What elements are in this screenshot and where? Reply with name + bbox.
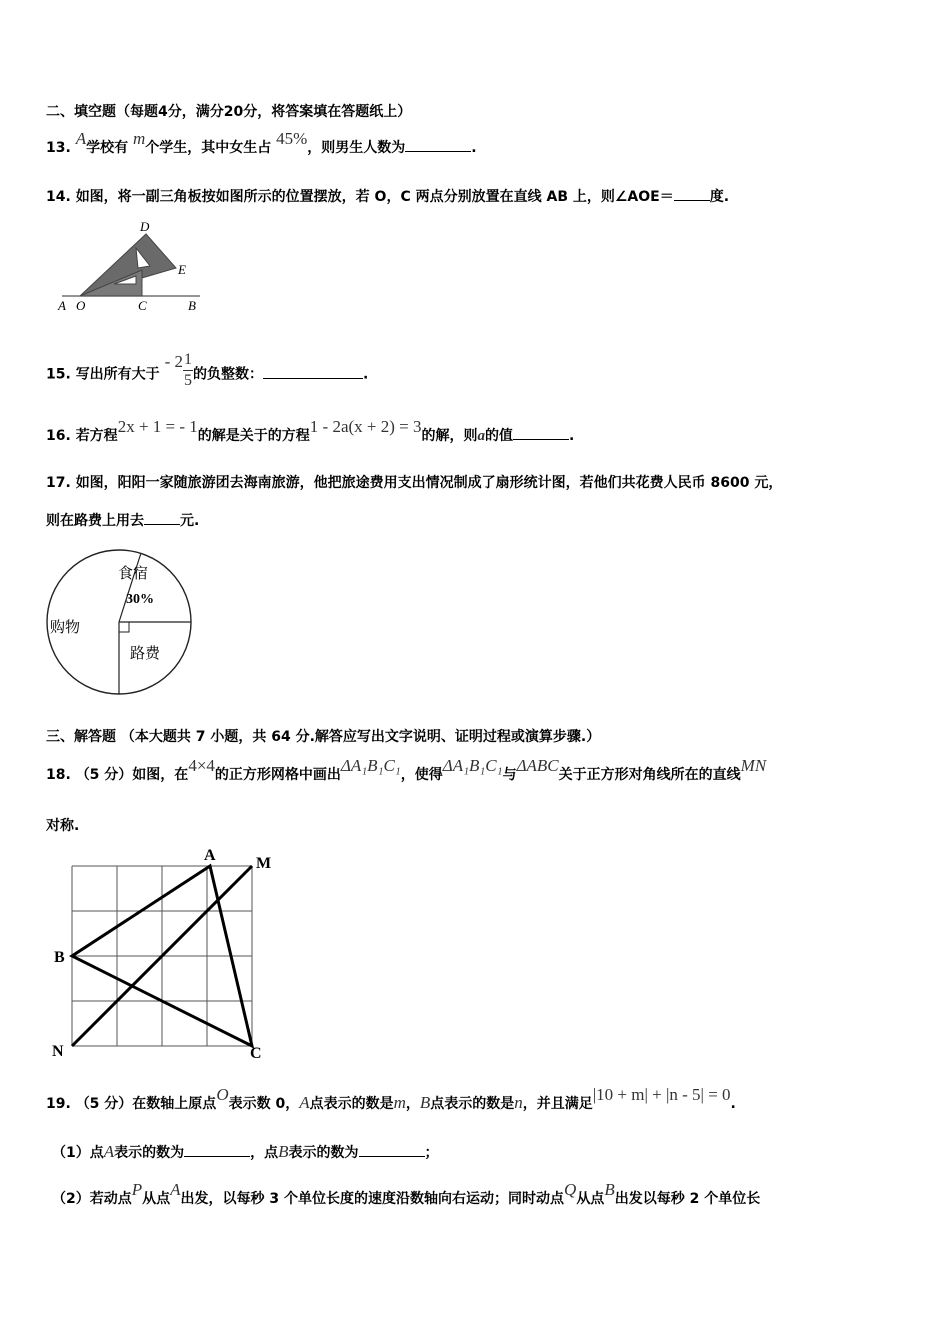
q19-part2-text3: 出发，以每秒 3 个单位长度的速度沿数轴向右运动；同时动点 xyxy=(180,1191,565,1207)
q13-end: . xyxy=(471,140,477,156)
q19-part2-var-p: P xyxy=(131,1180,143,1199)
label-c: C xyxy=(138,298,147,313)
label-b: B xyxy=(54,949,65,966)
q19-part1-text4: 表示的数为 xyxy=(288,1145,359,1161)
pie-label-food: 食宿 xyxy=(118,566,149,582)
q13-text3: ，则男生人数为 xyxy=(307,140,406,156)
section3-heading: 三、解答题 （本大题共 7 小题，共 64 分.解答应写出文字说明、证明过程或演算步骤.） xyxy=(46,729,601,745)
q19-text2: 表示数 0， xyxy=(228,1096,300,1112)
q19-var-n: n xyxy=(514,1093,523,1112)
q18-triangle2: ΔA₁B₁C₁ xyxy=(442,756,503,775)
label-n: N xyxy=(52,1043,64,1060)
q17-pie-chart xyxy=(44,548,196,698)
pie-divider-food xyxy=(119,553,141,622)
q18-text1: （5 分）如图，在 xyxy=(75,767,189,783)
q19-part2-var-a: A xyxy=(170,1180,181,1199)
q19-part1-end: ； xyxy=(424,1145,439,1161)
q17-number: 17. xyxy=(46,475,71,491)
label-d: D xyxy=(140,219,150,234)
q15-fraction xyxy=(183,350,193,391)
q15-whole: - 2 xyxy=(164,351,183,371)
q19-part1-text2: 表示的数为 xyxy=(114,1145,185,1161)
q19-text3: 点表示的数是 xyxy=(309,1096,394,1112)
q14-text: 如图，将一副三角板按如图所示的位置摆放，若 O，C 两点分别放置在直线 AB 上，则∠AOE＝ xyxy=(75,189,674,205)
question-19 xyxy=(46,1085,736,1113)
q19-text1: （5 分）在数轴上原点 xyxy=(75,1096,217,1112)
section2-heading: 二、填空题（每题4分，满分20分，将答案填在答题纸上） xyxy=(46,104,412,120)
question-19-part2 xyxy=(52,1180,761,1208)
q19-part2-text5: 出发以每秒 2 个单位长 xyxy=(614,1191,761,1207)
q19-part2-var-q: Q xyxy=(564,1180,577,1199)
q16-text3: 的解，则 xyxy=(421,428,478,444)
q16-number: 16. xyxy=(46,428,71,444)
q14-number: 14. xyxy=(46,189,71,205)
q15-number: 15. xyxy=(46,366,71,383)
q13-text1: 学校有 xyxy=(86,140,129,156)
q13-number: 13. xyxy=(46,140,71,156)
q19-text5: 点表示的数是 xyxy=(430,1096,515,1112)
question-18 xyxy=(46,756,767,784)
q19-part2-text1: （2）若动点 xyxy=(52,1191,132,1207)
q13-text2: 个学生，其中女生占 xyxy=(145,140,272,156)
label-a: A xyxy=(58,298,66,313)
label-c: C xyxy=(250,1045,262,1062)
q19-part1-var-a: A xyxy=(103,1142,115,1161)
q18-grid-figure xyxy=(50,846,280,1062)
q15-answer-blank[interactable] xyxy=(263,366,363,379)
q19-part1-var-b: B xyxy=(278,1142,289,1161)
q14-triangle-figure xyxy=(54,218,214,316)
pie-label-travel: 路费 xyxy=(130,646,161,662)
q16-text4: 的值 xyxy=(485,428,513,444)
q18-text4: 与 xyxy=(502,767,517,783)
label-b: B xyxy=(188,298,196,313)
q19-blank-b[interactable] xyxy=(359,1144,425,1157)
q13-var-a: A xyxy=(75,129,87,148)
q19-part1-text3: ，点 xyxy=(250,1145,279,1161)
q15-denominator: 5 xyxy=(183,372,192,389)
question-17-line1 xyxy=(46,474,782,492)
q17-text1: 如图，阳阳一家随旅游团去海南旅游，他把旅途费用支出情况制成了扇形统计图，若他们共花费人民币 8600 元， xyxy=(75,475,783,491)
q19-part2-text4: 从点 xyxy=(576,1191,605,1207)
q15-text: 写出所有大于 xyxy=(75,366,160,383)
q19-text4: ， xyxy=(405,1096,420,1112)
q18-grid-size: 4×4 xyxy=(188,756,215,775)
q18-triangle-abc: ΔABC xyxy=(516,756,559,775)
q17-answer-blank[interactable] xyxy=(144,512,180,525)
q16-answer-blank[interactable] xyxy=(513,427,569,440)
question-17-line2 xyxy=(46,512,199,530)
q19-blank-a[interactable] xyxy=(184,1144,250,1157)
question-13 xyxy=(46,129,477,157)
q17-end: 元. xyxy=(180,513,200,529)
q19-number: 19. xyxy=(46,1096,71,1112)
q19-equation: |10 + m| + |n - 5| = 0 xyxy=(592,1085,731,1104)
q16-equation1: 2x + 1 = - 1 xyxy=(117,417,198,436)
q16-text1: 若方程 xyxy=(75,428,118,444)
q15-text2: 的负整数： xyxy=(192,366,263,383)
label-m: M xyxy=(256,855,272,872)
q16-var-a: a xyxy=(477,428,485,444)
q18-triangle1: ΔA₁B₁C₁ xyxy=(340,756,401,775)
label-a: A xyxy=(204,847,216,864)
q19-var-b: B xyxy=(419,1093,431,1112)
question-16 xyxy=(46,417,575,445)
q19-var-o: O xyxy=(216,1085,229,1104)
q18-line-mn: MN xyxy=(740,756,767,775)
q17-text2: 则在路费上用去 xyxy=(46,513,144,529)
q16-text2: 的解是关于的方程 xyxy=(197,428,310,444)
right-angle-mark xyxy=(119,622,129,632)
question-19-part1 xyxy=(52,1143,439,1162)
q13-answer-blank[interactable] xyxy=(405,139,471,152)
q14-answer-blank[interactable] xyxy=(674,188,710,201)
question-18-line2: 对称. xyxy=(46,818,80,834)
label-e: E xyxy=(178,262,186,277)
q15-end: . xyxy=(362,366,369,383)
pie-label-food-pct: 30% xyxy=(126,592,154,607)
q16-end: . xyxy=(569,428,575,444)
label-o: O xyxy=(76,298,86,313)
q19-end: . xyxy=(730,1096,736,1112)
q19-part2-text2: 从点 xyxy=(142,1191,171,1207)
q13-percent: 45% xyxy=(276,129,308,148)
q19-part1-text1: （1）点 xyxy=(52,1145,104,1161)
question-14 xyxy=(46,188,729,206)
q18-number: 18. xyxy=(46,767,71,783)
q14-end: 度. xyxy=(709,189,730,205)
q16-equation2: 1 - 2a(x + 2) = 3 xyxy=(309,417,422,436)
q18-text3: ，使得 xyxy=(400,767,443,783)
q15-numerator: 1 xyxy=(183,350,193,371)
q18-text5: 关于正方形对角线所在的直线 xyxy=(558,767,741,783)
pie-label-shopping: 购物 xyxy=(50,620,81,636)
q19-var-a: A xyxy=(299,1093,310,1112)
q19-part2-var-b: B xyxy=(604,1180,615,1199)
q19-text6: ，并且满足 xyxy=(522,1096,593,1112)
q13-var-m: m xyxy=(132,129,146,148)
question-15 xyxy=(46,351,369,395)
q19-var-m: m xyxy=(393,1093,406,1112)
q18-text2: 的正方形网格中画出 xyxy=(214,767,341,783)
